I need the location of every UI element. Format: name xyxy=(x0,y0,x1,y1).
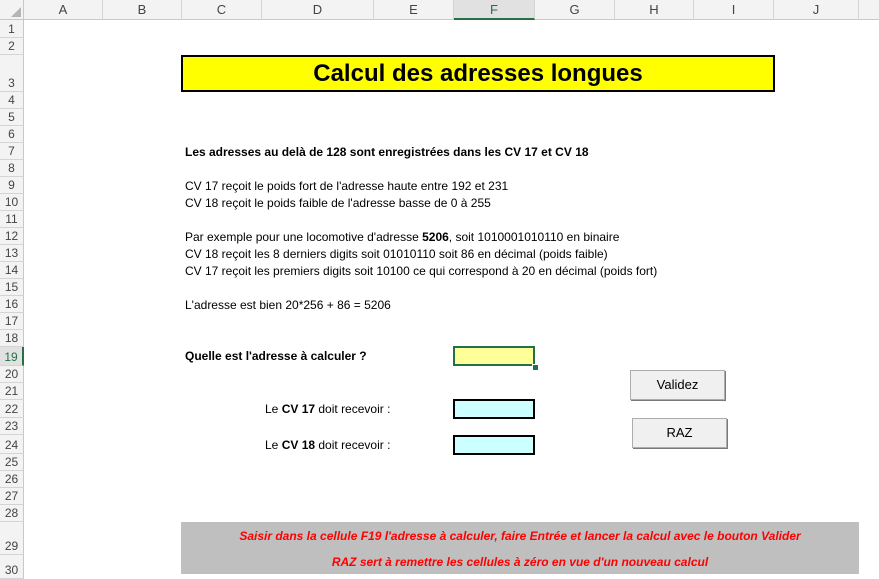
row-header-21[interactable]: 21 xyxy=(0,383,24,400)
cv18-label-prefix: Le xyxy=(265,438,282,452)
sheet-title: Calcul des adresses longues xyxy=(181,55,775,92)
row-header-1[interactable]: 1 xyxy=(0,20,24,38)
row-header-26[interactable]: 26 xyxy=(0,471,24,488)
row-header-7[interactable]: 7 xyxy=(0,143,24,160)
cv17-info-text: CV 17 reçoit le poids fort de l'adresse haute entre 192 et 231 xyxy=(185,179,509,193)
row-header-8[interactable]: 8 xyxy=(0,160,24,177)
column-header-j[interactable]: J xyxy=(774,0,859,20)
cv17-output[interactable] xyxy=(453,399,535,419)
column-header-overflow xyxy=(859,0,879,20)
row-header-9[interactable]: 9 xyxy=(0,177,24,194)
row-header-24[interactable]: 24 xyxy=(0,435,24,454)
cv18-output[interactable] xyxy=(453,435,535,455)
column-header-h[interactable]: H xyxy=(615,0,694,20)
row-header-22[interactable]: 22 xyxy=(0,400,24,418)
row-header-11[interactable]: 11 xyxy=(0,211,24,228)
example-cv17-text: CV 17 reçoit les premiers digits soit 10100 ce qui correspond à 20 en décimal (poids fort) xyxy=(185,264,658,278)
address-input[interactable] xyxy=(453,346,535,366)
cv18-label-bold: CV 18 xyxy=(281,438,316,452)
row-header-10[interactable]: 10 xyxy=(0,194,24,211)
cv17-label-prefix: Le xyxy=(265,402,282,416)
row-header-12[interactable]: 12 xyxy=(0,228,24,245)
cv18-label-suffix: doit recevoir : xyxy=(315,438,391,452)
example-prefix: Par exemple pour une locomotive d'adresse xyxy=(185,230,423,244)
result-text: L'adresse est bien 20*256 + 86 = 5206 xyxy=(185,298,391,312)
row-header-4[interactable]: 4 xyxy=(0,92,24,109)
example-address: 5206 xyxy=(422,230,449,244)
footer-line-2: RAZ sert à remettre les cellules à zéro en vue d'un nouveau calcul xyxy=(331,555,709,569)
question-label: Quelle est l'adresse à calculer ? xyxy=(185,349,367,363)
row-header-16[interactable]: 16 xyxy=(0,296,24,313)
column-header-c[interactable]: C xyxy=(182,0,262,20)
row-header-29[interactable]: 29 xyxy=(0,522,24,555)
reset-button[interactable]: RAZ xyxy=(632,418,727,448)
fill-handle[interactable] xyxy=(532,364,539,371)
row-header-27[interactable]: 27 xyxy=(0,488,24,505)
row-header-20[interactable]: 20 xyxy=(0,366,24,383)
example-cv18-text: CV 18 reçoit les 8 derniers digits soit 01010110 soit 86 en décimal (poids faible) xyxy=(185,247,608,261)
row-header-28[interactable]: 28 xyxy=(0,505,24,522)
footer-line-1: Saisir dans la cellule F19 l'adresse à calculer, faire Entrée et lancer la calcul avec le bouton Valider xyxy=(239,529,801,543)
column-header-i[interactable]: I xyxy=(694,0,774,20)
row-header-15[interactable]: 15 xyxy=(0,279,24,296)
row-header-18[interactable]: 18 xyxy=(0,330,24,347)
cv18-info-text: CV 18 reçoit le poids faible de l'adresse basse de 0 à 255 xyxy=(185,196,491,210)
example-text xyxy=(185,230,619,244)
intro-text: Les adresses au delà de 128 sont enregistrées dans les CV 17 et CV 18 xyxy=(185,145,589,159)
cv18-label xyxy=(265,438,390,452)
row-header-23[interactable]: 23 xyxy=(0,418,24,435)
validate-button[interactable]: Validez xyxy=(630,370,725,400)
row-header-17[interactable]: 17 xyxy=(0,313,24,330)
cv17-label xyxy=(265,402,390,416)
cv17-label-suffix: doit recevoir : xyxy=(315,402,391,416)
cv17-label-bold: CV 17 xyxy=(281,402,316,416)
column-header-b[interactable]: B xyxy=(103,0,182,20)
column-header-e[interactable]: E xyxy=(374,0,454,20)
row-header-14[interactable]: 14 xyxy=(0,262,24,279)
row-header-19[interactable]: 19 xyxy=(0,347,24,366)
row-header-25[interactable]: 25 xyxy=(0,454,24,471)
column-header-a[interactable]: A xyxy=(24,0,103,20)
instructions-footer xyxy=(181,522,859,574)
row-header-13[interactable]: 13 xyxy=(0,245,24,262)
column-header-f[interactable]: F xyxy=(454,0,535,20)
row-header-5[interactable]: 5 xyxy=(0,109,24,126)
row-header-30[interactable]: 30 xyxy=(0,555,24,579)
row-header-6[interactable]: 6 xyxy=(0,126,24,143)
column-header-d[interactable]: D xyxy=(262,0,374,20)
row-header-2[interactable]: 2 xyxy=(0,38,24,55)
select-all-corner[interactable] xyxy=(0,0,24,20)
row-header-3[interactable]: 3 xyxy=(0,55,24,92)
column-header-g[interactable]: G xyxy=(535,0,615,20)
example-suffix: , soit 1010001010110 en binaire xyxy=(448,230,620,244)
